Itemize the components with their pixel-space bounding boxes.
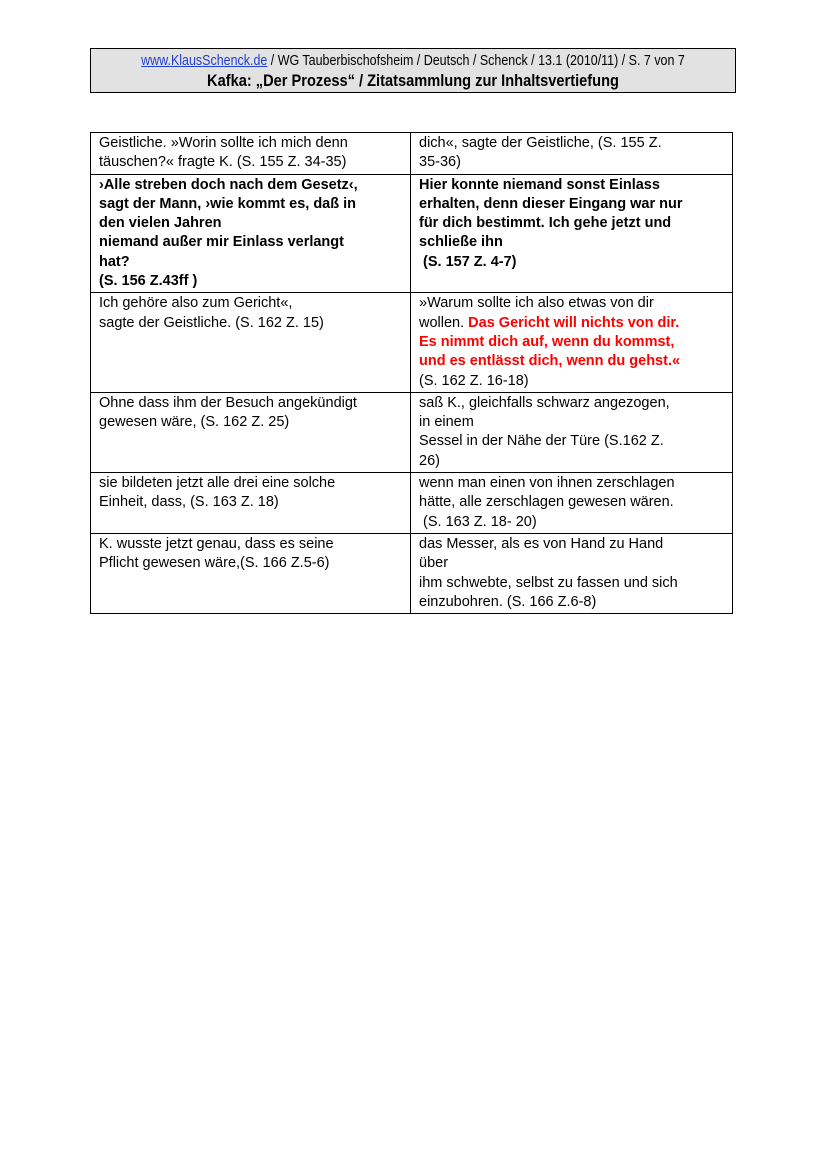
quote-cell-left: [91, 174, 411, 293]
cell-line: sie bildeten jetzt alle drei eine solche: [99, 475, 336, 492]
cell-line: sagte der Geistliche. (S. 162 Z. 15): [99, 314, 324, 331]
quote-cell-right: [411, 174, 733, 293]
cell-line: 35-36): [419, 154, 461, 171]
quote-cell-right: [411, 533, 733, 613]
highlighted-quote: und es entlässt dich, wenn du gehst.«: [419, 353, 681, 370]
quote-cell-left: [91, 133, 411, 175]
cell-line: ›Alle streben doch nach dem Gesetz‹,: [99, 176, 358, 193]
highlighted-quote: Das Gericht will nichts von dir.: [468, 314, 680, 331]
cell-line: (S. 156 Z.43ff ): [99, 273, 198, 290]
cell-line: (S. 163 Z. 18- 20): [419, 513, 537, 530]
quote-cell-left: [91, 392, 411, 472]
quote-cell-right: [411, 133, 733, 175]
quote-cell-right: [411, 473, 733, 534]
cell-line: (S. 162 Z. 16-18): [419, 372, 529, 389]
cell-line: Geistliche. »Worin sollte ich mich denn: [99, 135, 348, 151]
cell-line: (S. 157 Z. 4-7): [419, 253, 517, 270]
table-row: [91, 473, 733, 534]
cell-line: 26): [419, 452, 440, 469]
cell-line: täuschen?« fragte K. (S. 155 Z. 34-35): [99, 154, 347, 171]
cell-line: in einem: [419, 414, 474, 431]
cell-line: Ich gehöre also zum Gericht«,: [99, 295, 293, 312]
header-meta: / WG Tauberbischofsheim / Deutsch / Schenck / 13.1 (2010/11) / S. 7 von 7: [267, 53, 685, 69]
cell-line: schließe ihn: [419, 234, 503, 251]
page-title: Kafka: „Der Prozess“ / Zitatsammlung zur Inhaltsvertiefung: [207, 71, 619, 90]
cell-line: saß K., gleichfalls schwarz angezogen,: [419, 394, 670, 411]
cell-line: Pflicht gewesen wäre,(S. 166 Z.5-6): [99, 555, 330, 572]
cell-line: wollen.: [419, 314, 469, 331]
page-header: [90, 48, 736, 93]
cell-line: Sessel in der Nähe der Türe (S.162 Z.: [419, 433, 664, 450]
cell-line: dich«, sagte der Geistliche, (S. 155 Z.: [419, 135, 662, 151]
cell-line: das Messer, als es von Hand zu Hand: [419, 535, 664, 552]
cell-line: »Warum sollte ich also etwas von dir: [419, 295, 654, 312]
cell-line: für dich bestimmt. Ich gehe jetzt und: [419, 215, 672, 232]
cell-line: Ohne dass ihm der Besuch angekündigt: [99, 394, 357, 411]
quote-cell-right: [411, 293, 733, 392]
header-meta-line: [136, 52, 690, 70]
table-row: [91, 533, 733, 613]
quote-cell-left: [91, 533, 411, 613]
table-row: [91, 392, 733, 472]
cell-line: über: [419, 555, 449, 572]
quote-table: [90, 132, 733, 614]
cell-line: niemand außer mir Einlass verlangt: [99, 234, 344, 251]
cell-line: sagt der Mann, ›wie kommt es, daß in: [99, 195, 357, 212]
quote-cell-left: [91, 473, 411, 534]
cell-line: hat?: [99, 253, 130, 270]
cell-line: einzubohren. (S. 166 Z.6-8): [419, 593, 597, 610]
cell-line: Hier konnte niemand sonst Einlass: [419, 176, 660, 193]
table-row: [91, 174, 733, 293]
cell-line: hätte, alle zerschlagen gewesen wären.: [419, 494, 674, 511]
cell-line: den vielen Jahren: [99, 215, 222, 232]
cell-line: Einheit, dass, (S. 163 Z. 18): [99, 494, 279, 511]
quote-cell-right: [411, 392, 733, 472]
table-row: [91, 293, 733, 392]
site-link[interactable]: www.KlausSchenck.de: [141, 53, 268, 69]
cell-line: gewesen wäre, (S. 162 Z. 25): [99, 414, 290, 431]
cell-line: erhalten, denn dieser Eingang war nur: [419, 195, 683, 212]
highlighted-quote: Es nimmt dich auf, wenn du kommst,: [419, 333, 675, 350]
cell-line: wenn man einen von ihnen zerschlagen: [419, 475, 675, 492]
table-row: [91, 133, 733, 175]
quote-cell-left: [91, 293, 411, 392]
cell-line: K. wusste jetzt genau, dass es seine: [99, 535, 334, 552]
cell-line: ihm schwebte, selbst zu fassen und sich: [419, 574, 678, 591]
